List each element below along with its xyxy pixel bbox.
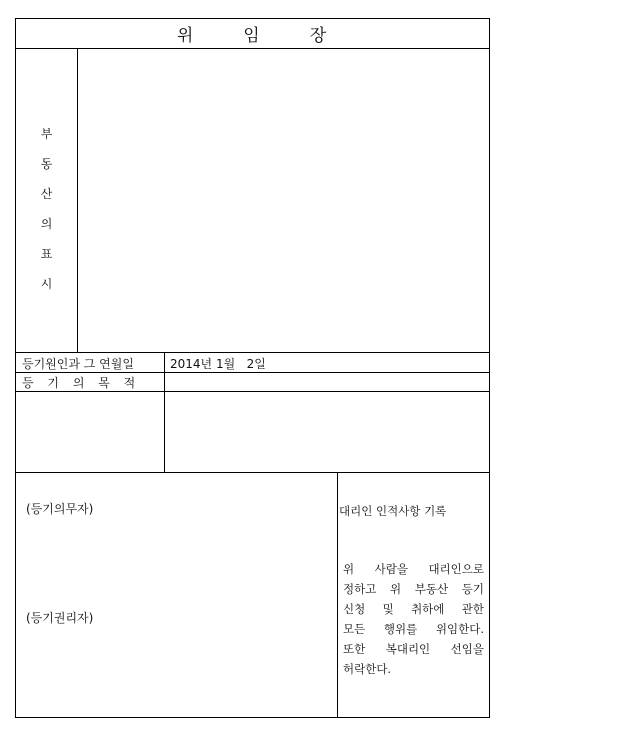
power-of-attorney-form (15, 18, 490, 718)
divider (16, 48, 489, 49)
title-char: 임 (243, 26, 262, 46)
registration-date-value: 2014년 1월 2일 (170, 357, 266, 371)
registration-purpose-label: 등 기 의 목 적 (22, 376, 141, 390)
delegation-line: 허락한다. (343, 662, 392, 676)
divider (164, 352, 165, 472)
divider (16, 472, 489, 473)
obligor-label: (등기의무자) (26, 502, 94, 516)
label-char: 부 (40, 127, 53, 141)
divider (77, 48, 78, 352)
label-char: 의 (40, 217, 53, 231)
delegation-line: 또한 복대리인 선임을 (343, 642, 484, 656)
delegation-statement (343, 559, 484, 679)
registration-date-label: 등기원인과 그 연월일 (22, 357, 134, 371)
title-char: 위 (176, 26, 196, 46)
delegation-line: 위 사람을 대리인으로 (343, 562, 484, 576)
title-char: 장 (309, 26, 329, 46)
divider (16, 372, 489, 373)
divider (337, 472, 338, 717)
holder-label: (등기권리자) (26, 611, 94, 625)
label-char: 시 (40, 277, 53, 291)
agent-info-label: 대리인 인적사항 기록 (339, 504, 447, 518)
label-char: 표 (40, 247, 53, 261)
form-title (16, 19, 489, 48)
delegation-line: 신청 및 취하에 관한 (343, 602, 484, 616)
delegation-line: 정하고 위 부동산 등기 (343, 582, 484, 596)
label-char: 산 (40, 187, 53, 201)
divider (16, 391, 489, 392)
divider (16, 352, 489, 353)
property-description-label (16, 119, 77, 299)
label-char: 동 (40, 157, 53, 171)
delegation-line: 모든 행위를 위임한다. (343, 622, 484, 636)
